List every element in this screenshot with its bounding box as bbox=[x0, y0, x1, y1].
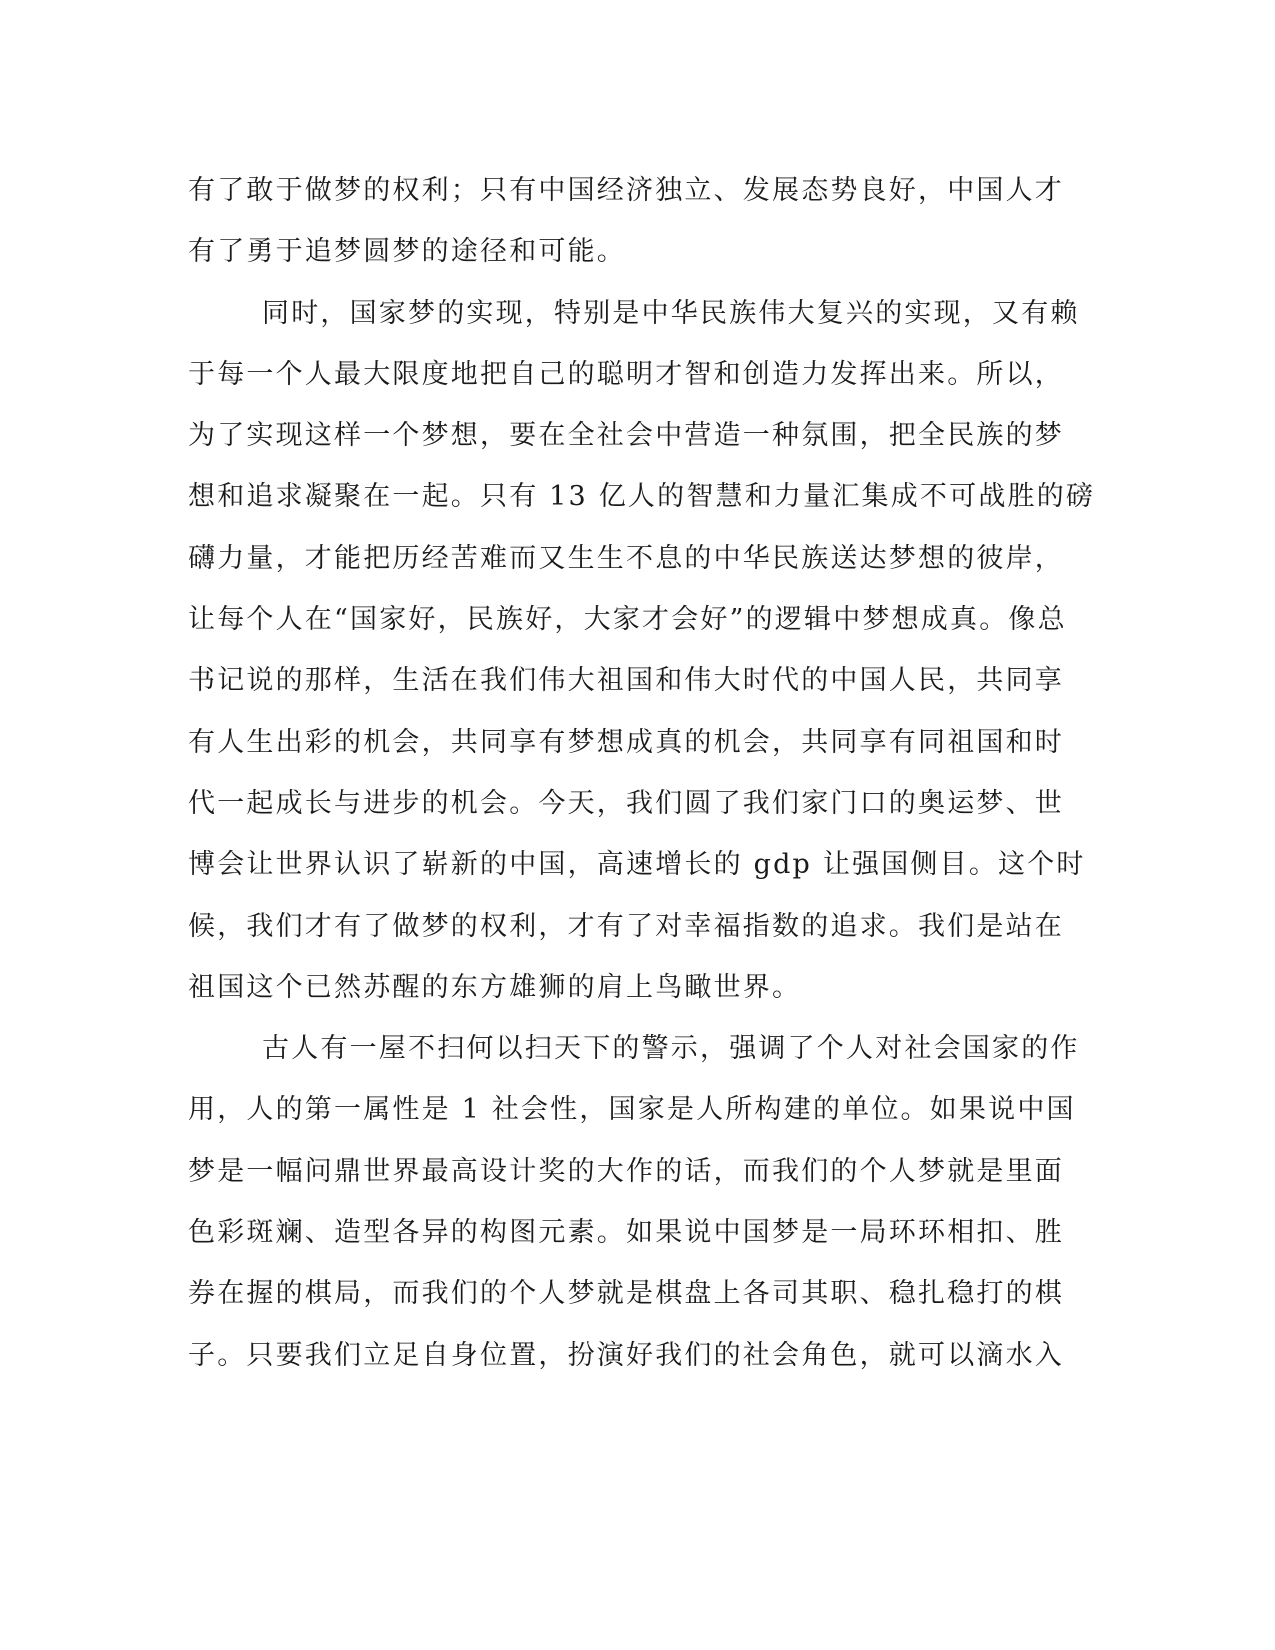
text-line: 代一起成长与进步的机会。今天，我们圆了我们家门口的奥运梦、世 bbox=[188, 787, 1064, 819]
text-line: 有了勇于追梦圆梦的途径和可能。 bbox=[188, 236, 626, 268]
text-line: 博会让世界认识了崭新的中国，高速增长的 gdp 让强国侧目。这个时 bbox=[188, 849, 1086, 881]
text-line: 用，人的第一属性是 1 社会性，国家是人所构建的单位。如果说中国 bbox=[188, 1094, 1076, 1126]
text-line: 候，我们才有了做梦的权利，才有了对幸福指数的追求。我们是站在 bbox=[188, 910, 1064, 942]
text-line: 祖国这个已然苏醒的东方雄狮的肩上鸟瞰世界。 bbox=[188, 971, 802, 1003]
text-line: 有人生出彩的机会，共同享有梦想成真的机会，共同享有同祖国和时 bbox=[188, 726, 1064, 758]
text-line: 想和追求凝聚在一起。只有 13 亿人的智慧和力量汇集成不可战胜的磅 bbox=[188, 481, 1096, 513]
text-line: 色彩斑斓、造型各异的构图元素。如果说中国梦是一局环环相扣、胜 bbox=[188, 1217, 1064, 1249]
text-line: 为了实现这样一个梦想，要在全社会中营造一种氛围，把全民族的梦 bbox=[188, 420, 1064, 452]
text-line: 于每一个人最大限度地把自己的聪明才智和创造力发挥出来。所以， bbox=[188, 358, 1064, 390]
text-line: 有了敢于做梦的权利；只有中国经济独立、发展态势良好，中国人才 bbox=[188, 175, 1064, 206]
text-line: 券在握的棋局，而我们的个人梦就是棋盘上各司其职、稳扎稳打的棋 bbox=[188, 1278, 1064, 1310]
text-line: 子。只要我们立足自身位置，扮演好我们的社会角色，就可以滴水入 bbox=[188, 1339, 1064, 1371]
paragraph-first-line: 古人有一屋不扫何以扫天下的警示，强调了个人对社会国家的作 bbox=[262, 1033, 1080, 1065]
text-line: 梦是一幅问鼎世界最高设计奖的大作的话，而我们的个人梦就是里面 bbox=[188, 1155, 1064, 1187]
text-line: 让每个人在“国家好，民族好，大家才会好”的逻辑中梦想成真。像总 bbox=[188, 604, 1067, 636]
paragraph-first-line: 同时，国家梦的实现，特别是中华民族伟大复兴的实现，又有赖 bbox=[262, 297, 1080, 329]
text-line: 书记说的那样，生活在我们伟大祖国和伟大时代的中国人民，共同享 bbox=[188, 665, 1064, 697]
body-text bbox=[188, 160, 1096, 1386]
text-line: 礴力量，才能把历经苦难而又生生不息的中华民族送达梦想的彼岸， bbox=[188, 542, 1064, 574]
